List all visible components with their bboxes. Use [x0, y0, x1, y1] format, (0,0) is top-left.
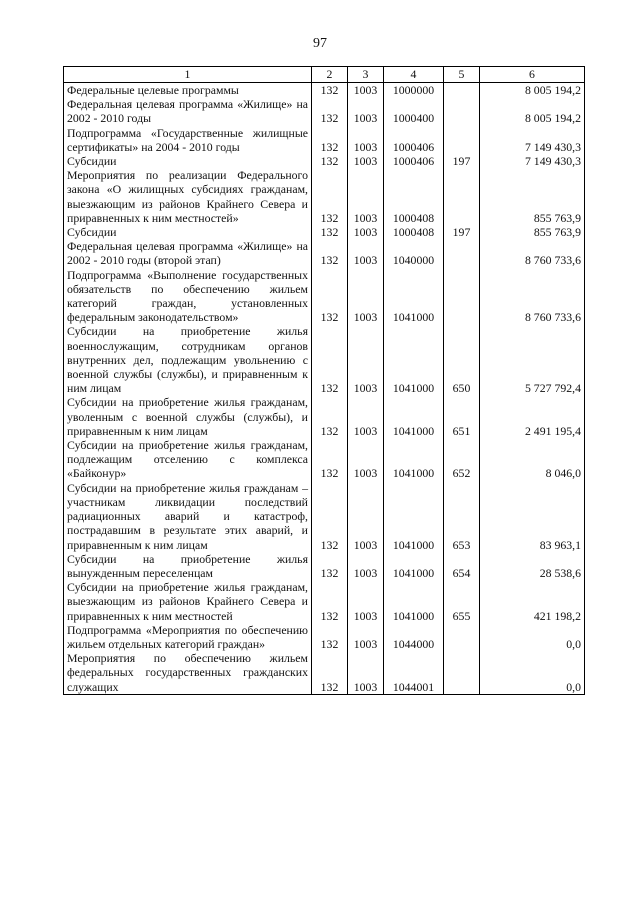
row-admin-code: 132	[312, 126, 348, 154]
row-description: Федеральная целевая программа «Жилище» на 2002 - 2010 годы (второй этап)	[64, 239, 312, 267]
row-target-article: 1000400	[384, 97, 444, 125]
table-row	[64, 97, 585, 125]
row-admin-code: 132	[312, 268, 348, 325]
row-admin-code: 132	[312, 83, 348, 98]
row-description: Субсидии	[64, 225, 312, 239]
row-section-code: 1003	[348, 168, 384, 225]
row-amount: 8 760 733,6	[480, 239, 585, 267]
row-expense-type	[444, 168, 480, 225]
table-row	[64, 651, 585, 694]
table-row	[64, 126, 585, 154]
header-col-1: 1	[64, 67, 312, 83]
table-row	[64, 154, 585, 168]
row-description: Субсидии на приобретение жилья вынужденным переселенцам	[64, 552, 312, 580]
row-section-code: 1003	[348, 395, 384, 438]
row-section-code: 1003	[348, 97, 384, 125]
row-description: Субсидии	[64, 154, 312, 168]
table-body	[64, 83, 585, 695]
row-section-code: 1003	[348, 438, 384, 481]
row-expense-type	[444, 126, 480, 154]
row-admin-code: 132	[312, 580, 348, 623]
row-amount: 28 538,6	[480, 552, 585, 580]
row-target-article: 1000406	[384, 126, 444, 154]
row-section-code: 1003	[348, 651, 384, 694]
row-description: Субсидии на приобретение жилья гражданам, выезжающим из районов Крайнего Севера и приравненных к ним местностей	[64, 580, 312, 623]
row-amount: 5 727 792,4	[480, 324, 585, 395]
row-description: Федеральная целевая программа «Жилище» на 2002 - 2010 годы	[64, 97, 312, 125]
row-section-code: 1003	[348, 83, 384, 98]
row-target-article: 1041000	[384, 438, 444, 481]
row-admin-code: 132	[312, 97, 348, 125]
table-row	[64, 324, 585, 395]
row-description: Мероприятия по обеспечению жильем федеральных государственных гражданских служащих	[64, 651, 312, 694]
row-expense-type	[444, 83, 480, 98]
row-amount: 421 198,2	[480, 580, 585, 623]
row-admin-code: 132	[312, 395, 348, 438]
table-row	[64, 623, 585, 651]
row-description: Мероприятия по реализации Федерального закона «О жилищных субсидиях гражданам, выезжающим из районов Крайнего Севера и приравненных к ним местностей»	[64, 168, 312, 225]
header-col-4: 4	[384, 67, 444, 83]
page-number: 97	[313, 36, 327, 51]
table-row	[64, 438, 585, 481]
row-expense-type: 197	[444, 154, 480, 168]
row-target-article: 1000408	[384, 168, 444, 225]
header-col-2: 2	[312, 67, 348, 83]
row-section-code: 1003	[348, 154, 384, 168]
table-row	[64, 168, 585, 225]
row-amount: 7 149 430,3	[480, 126, 585, 154]
row-description: Подпрограмма «Мероприятия по обеспечению жильем отдельных категорий граждан»	[64, 623, 312, 651]
row-expense-type: 652	[444, 438, 480, 481]
table-row	[64, 239, 585, 267]
row-description: Федеральные целевые программы	[64, 83, 312, 98]
header-col-5: 5	[444, 67, 480, 83]
row-target-article: 1000406	[384, 154, 444, 168]
table-row	[64, 580, 585, 623]
row-description: Субсидии на приобретение жилья гражданам – участникам ликвидации последствий радиационных аварий и катастроф, пострадавшим в результате этих аварий, и приравненным к ним лицам	[64, 481, 312, 552]
row-amount: 855 763,9	[480, 225, 585, 239]
row-target-article: 1000000	[384, 83, 444, 98]
row-amount: 83 963,1	[480, 481, 585, 552]
row-expense-type	[444, 623, 480, 651]
row-admin-code: 132	[312, 239, 348, 267]
row-section-code: 1003	[348, 268, 384, 325]
row-amount: 8 760 733,6	[480, 268, 585, 325]
row-admin-code: 132	[312, 623, 348, 651]
row-expense-type: 655	[444, 580, 480, 623]
row-expense-type	[444, 651, 480, 694]
table-row	[64, 552, 585, 580]
row-expense-type: 651	[444, 395, 480, 438]
row-amount: 855 763,9	[480, 168, 585, 225]
row-target-article: 1041000	[384, 268, 444, 325]
row-target-article: 1000408	[384, 225, 444, 239]
row-expense-type: 653	[444, 481, 480, 552]
row-target-article: 1041000	[384, 324, 444, 395]
table-row	[64, 83, 585, 98]
row-expense-type	[444, 239, 480, 267]
row-target-article: 1040000	[384, 239, 444, 267]
table-row	[64, 481, 585, 552]
row-admin-code: 132	[312, 324, 348, 395]
row-admin-code: 132	[312, 225, 348, 239]
row-admin-code: 132	[312, 438, 348, 481]
row-description: Субсидии на приобретение жилья гражданам, уволенным с военной службы (службы), и приравненным к ним лицам	[64, 395, 312, 438]
row-expense-type: 650	[444, 324, 480, 395]
budget-table	[63, 66, 585, 695]
table-row	[64, 395, 585, 438]
row-description: Субсидии на приобретение жилья военнослужащим, сотрудникам органов внутренних дел, подлежащим увольнению с военной службы (службы), и приравненным к ним лицам	[64, 324, 312, 395]
row-admin-code: 132	[312, 481, 348, 552]
row-amount: 2 491 195,4	[480, 395, 585, 438]
row-description: Субсидии на приобретение жилья гражданам, подлежащим отселению с комплекса «Байконур»	[64, 438, 312, 481]
row-section-code: 1003	[348, 126, 384, 154]
row-admin-code: 132	[312, 552, 348, 580]
row-section-code: 1003	[348, 324, 384, 395]
row-target-article: 1044001	[384, 651, 444, 694]
row-section-code: 1003	[348, 225, 384, 239]
row-description: Подпрограмма «Выполнение государственных обязательств по обеспечению жильем категорий граждан, установленных федеральным законодательством»	[64, 268, 312, 325]
row-target-article: 1041000	[384, 552, 444, 580]
row-section-code: 1003	[348, 580, 384, 623]
row-amount: 0,0	[480, 623, 585, 651]
row-section-code: 1003	[348, 623, 384, 651]
row-admin-code: 132	[312, 154, 348, 168]
header-col-6: 6	[480, 67, 585, 83]
row-target-article: 1041000	[384, 580, 444, 623]
row-amount: 8 005 194,2	[480, 83, 585, 98]
row-admin-code: 132	[312, 168, 348, 225]
row-section-code: 1003	[348, 481, 384, 552]
row-target-article: 1044000	[384, 623, 444, 651]
row-expense-type	[444, 97, 480, 125]
row-expense-type: 654	[444, 552, 480, 580]
row-description: Подпрограмма «Государственные жилищные сертификаты» на 2004 - 2010 годы	[64, 126, 312, 154]
row-expense-type	[444, 268, 480, 325]
row-amount: 8 046,0	[480, 438, 585, 481]
row-expense-type: 197	[444, 225, 480, 239]
row-section-code: 1003	[348, 239, 384, 267]
table-row	[64, 225, 585, 239]
row-amount: 7 149 430,3	[480, 154, 585, 168]
table-header-row	[64, 67, 585, 83]
table-row	[64, 268, 585, 325]
row-target-article: 1041000	[384, 481, 444, 552]
row-target-article: 1041000	[384, 395, 444, 438]
row-amount: 0,0	[480, 651, 585, 694]
row-section-code: 1003	[348, 552, 384, 580]
row-admin-code: 132	[312, 651, 348, 694]
row-amount: 8 005 194,2	[480, 97, 585, 125]
header-col-3: 3	[348, 67, 384, 83]
